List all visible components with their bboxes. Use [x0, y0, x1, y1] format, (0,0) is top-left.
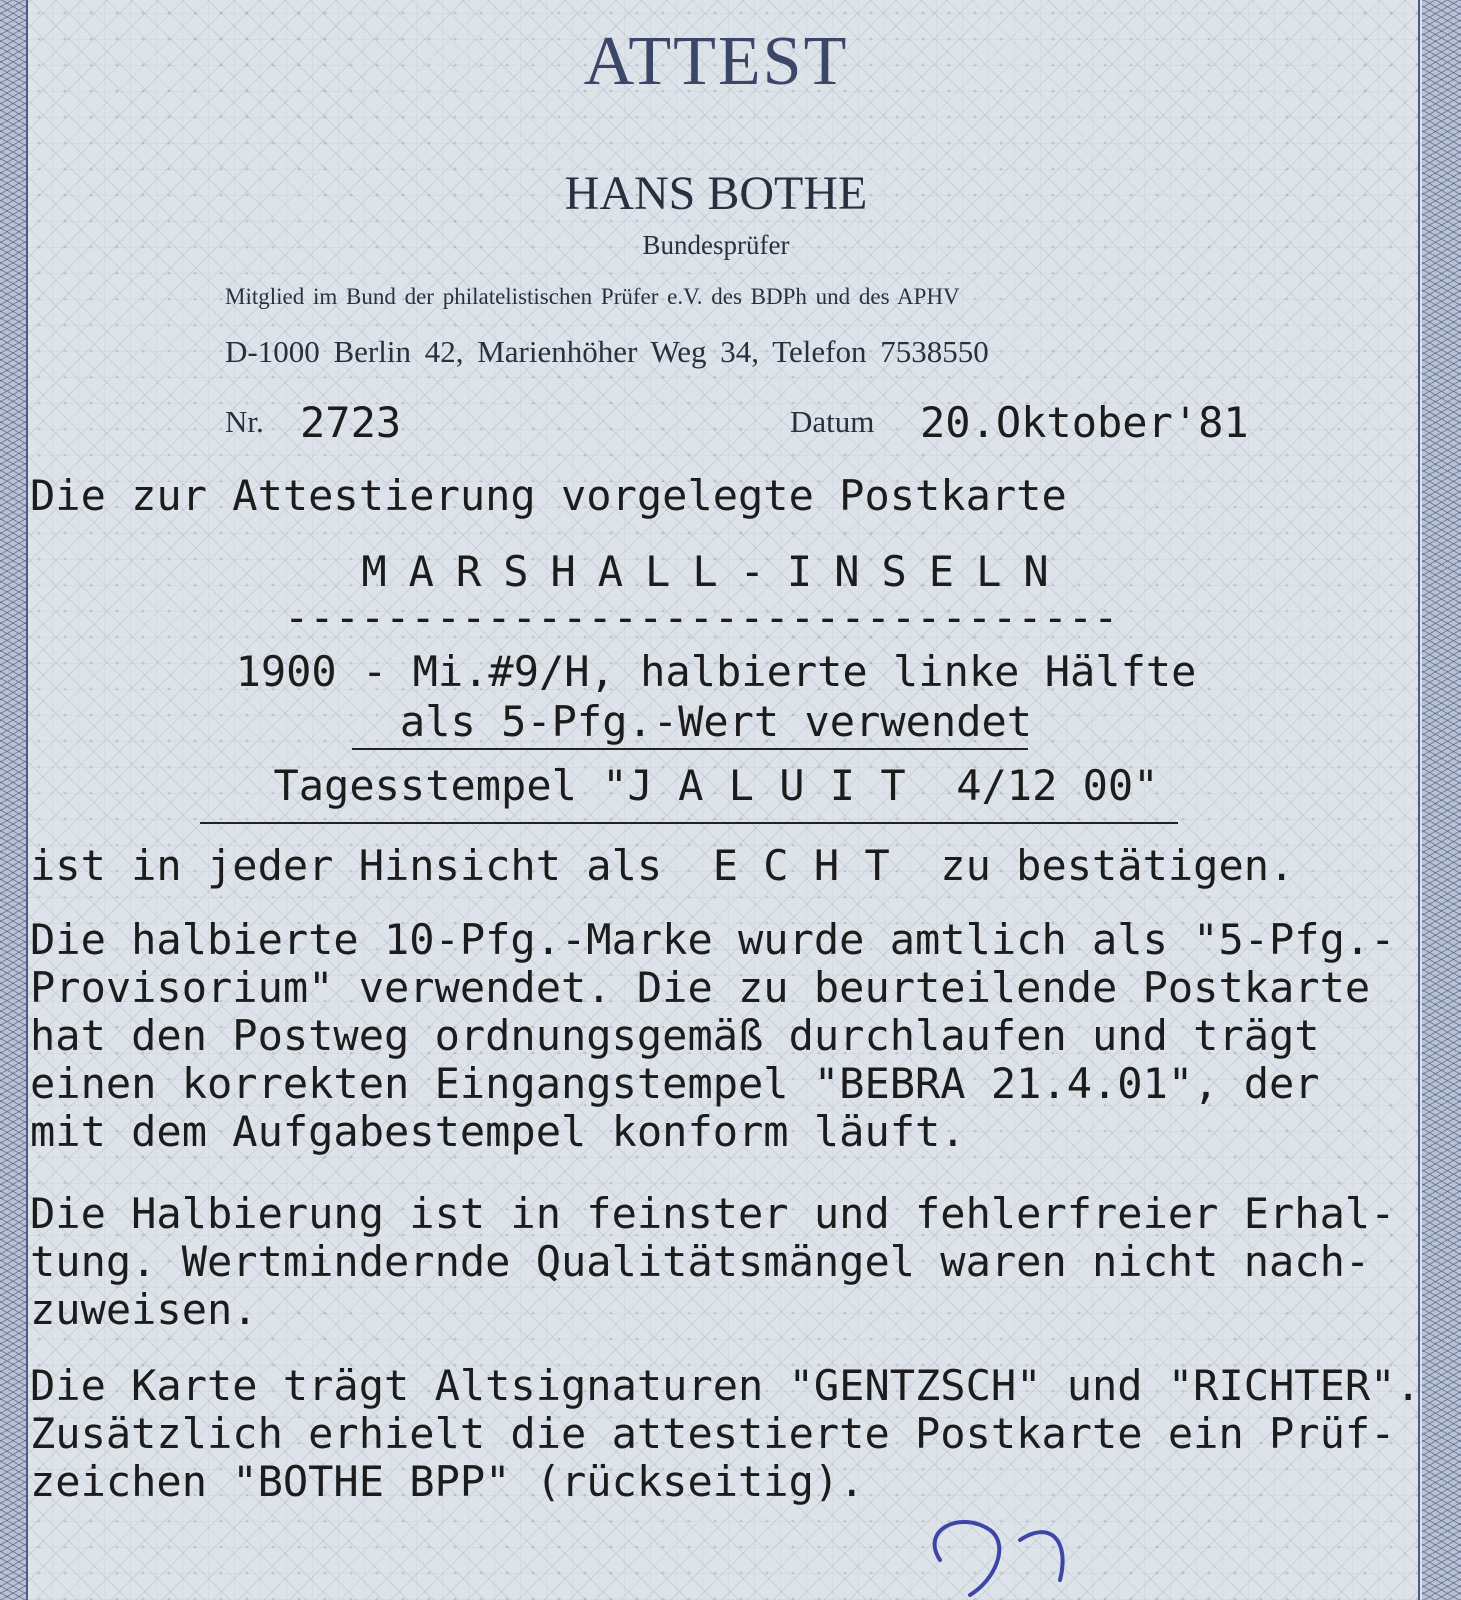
certificate-number: 2723 [300, 398, 402, 447]
issue-usage: als 5-Pfg.-Wert verwendet [399, 697, 1033, 746]
examiner-name: HANS BOTHE [564, 167, 868, 220]
examiner-role: Bundesprüfer [642, 230, 790, 260]
paragraph-provisorium: Die halbierte 10-Pfg.-Marke wurde amtlich als "5-Pfg.- Provisorium" verwendet. Die zu beurteilende Postkarte hat den Postweg ordnungsgemäß durchlaufen und trägt einen korrekten Eingangstempel "BEBRA 21.4.01", der mit dem Aufgabestempel konform läuft. [30, 915, 1396, 1156]
postmark-text: Tagesstempel "J A L U I T 4/12 00" [273, 761, 1159, 810]
authenticity-statement: ist in jeder Hinsicht als E C H T zu bestätigen. [30, 841, 1295, 890]
issue-description: 1900 - Mi.#9/H, halbierte linke Hälfte [235, 647, 1197, 696]
date-label: Datum [790, 404, 875, 439]
country-heading: MARSHALL-INSELN [361, 547, 1071, 596]
intro-text: Die zur Attestierung vorgelegte Postkarte [30, 471, 1067, 520]
certificate-title: ATTEST [583, 23, 849, 100]
underline-postmark [200, 822, 1178, 824]
handwritten-signature [900, 1500, 1100, 1600]
paragraph-condition: Die Halbierung ist in feinster und fehlerfreier Erhal- tung. Wertmindernde Qualitätsmängel waren nicht nach- zuweisen. [30, 1189, 1396, 1334]
paragraph-signatures: Die Karte trägt Altsignaturen "GENTZSCH" und "RICHTER". Zusätzlich erhielt die attestierte Postkarte ein Prüf- zeichen "BOTHE BPP" (rückseitig). [30, 1361, 1421, 1506]
certificate-date: 20.Oktober'81 [920, 398, 1249, 447]
dash-separator: --------------------------------- [284, 593, 1119, 642]
membership-line: Mitglied im Bund der philatelistischen Prüfer e.V. des BDPh und des APHV [225, 284, 960, 309]
address-line: D-1000 Berlin 42, Marienhöher Weg 34, Telefon 7538550 [225, 334, 989, 369]
underline-usage [352, 748, 1028, 750]
number-label: Nr. [225, 404, 264, 439]
